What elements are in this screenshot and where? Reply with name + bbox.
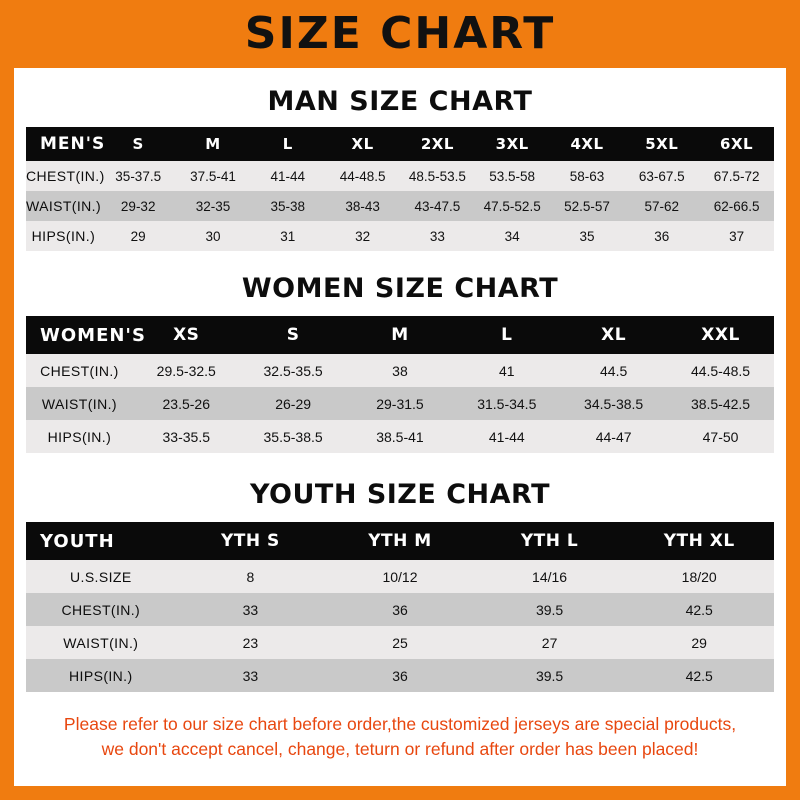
page-banner — [0, 0, 800, 68]
cell: 36 — [654, 228, 670, 244]
table-row — [26, 221, 774, 251]
row-label: WAIST(IN.) — [63, 634, 139, 651]
row-label: WAIST(IN.) — [41, 395, 117, 412]
cell: 44-47 — [595, 428, 632, 445]
cell: 27 — [541, 634, 558, 651]
column-header: YTH S — [220, 531, 280, 551]
cell: 23 — [242, 634, 259, 651]
cell: 38.5-41 — [376, 428, 424, 445]
table-row — [26, 560, 774, 593]
cell: 37 — [729, 228, 745, 244]
man-section-title: MAN SIZE CHART — [267, 86, 533, 117]
cell: 57-62 — [644, 198, 680, 214]
table-row — [26, 191, 774, 221]
table-row — [26, 354, 774, 387]
cell: 48.5-53.5 — [408, 168, 466, 184]
cell: 47-50 — [702, 428, 739, 445]
row-label: CHEST(IN.) — [26, 168, 105, 184]
row-label: HIPS(IN.) — [69, 667, 133, 684]
cell: 29.5-32.5 — [156, 362, 216, 379]
cell: 39.5 — [535, 667, 564, 684]
column-header: XL — [351, 135, 374, 153]
column-header: 4XL — [570, 135, 604, 153]
column-header: L — [501, 325, 513, 345]
cell: 35 — [579, 228, 595, 244]
column-header: L — [282, 135, 293, 153]
cell: 29 — [130, 228, 146, 244]
cell: 29-32 — [120, 198, 156, 214]
youth-section-title: YOUTH SIZE CHART — [249, 479, 551, 510]
row-label: U.S.SIZE — [70, 568, 132, 585]
cell: 34.5-38.5 — [584, 395, 644, 412]
cell: 67.5-72 — [713, 168, 760, 184]
column-header: S — [132, 135, 144, 153]
cell: 52.5-57 — [564, 198, 610, 214]
cell: 35.5-38.5 — [263, 428, 323, 445]
cell: 33 — [242, 667, 259, 684]
table-row — [26, 659, 774, 692]
cell: 33 — [242, 601, 259, 618]
row-label-header: WOMEN'S — [40, 324, 146, 346]
cell: 32-35 — [195, 198, 231, 214]
cell: 47.5-52.5 — [483, 198, 541, 214]
cell: 41 — [499, 362, 515, 379]
footer-note — [26, 712, 774, 763]
cell: 10/12 — [382, 568, 418, 585]
cell: 44.5-48.5 — [690, 362, 751, 379]
column-header: M — [205, 135, 221, 153]
row-label-header: MEN'S — [40, 134, 106, 154]
cell: 23.5-26 — [162, 395, 210, 412]
page-title: SIZE CHART — [244, 8, 556, 59]
cell: 8 — [246, 568, 255, 585]
table-row — [26, 593, 774, 626]
cell: 26-29 — [275, 395, 312, 412]
column-header: 2XL — [420, 135, 454, 153]
cell: 25 — [392, 634, 408, 651]
column-header: XXL — [701, 325, 740, 345]
cell: 33 — [429, 228, 445, 244]
youth-size-table — [26, 522, 774, 692]
column-header: XL — [601, 325, 627, 345]
table-header-row — [26, 127, 774, 161]
cell: 31.5-34.5 — [477, 395, 537, 412]
cell: 63-67.5 — [638, 168, 685, 184]
cell: 38 — [392, 362, 408, 379]
cell: 35-37.5 — [115, 168, 162, 184]
cell: 32 — [355, 228, 371, 244]
cell: 33-35.5 — [162, 428, 210, 445]
cell: 42.5 — [685, 667, 713, 684]
row-label: HIPS(IN.) — [47, 428, 112, 445]
cell: 31 — [280, 228, 296, 244]
table-row — [26, 161, 774, 191]
man-size-table — [26, 127, 774, 251]
column-header: YTH XL — [663, 531, 735, 551]
cell: 44.5 — [600, 362, 628, 379]
cell: 62-66.5 — [713, 198, 760, 214]
cell: 42.5 — [685, 601, 713, 618]
column-header: M — [391, 325, 409, 345]
table-row — [26, 626, 774, 659]
cell: 39.5 — [535, 601, 564, 618]
row-label: CHEST(IN.) — [40, 362, 119, 379]
chart-content — [14, 86, 786, 763]
row-label-header: YOUTH — [40, 530, 115, 552]
cell: 44-48.5 — [339, 168, 386, 184]
cell: 35-38 — [270, 198, 306, 214]
cell: 41-44 — [270, 168, 306, 184]
column-header: 6XL — [720, 135, 754, 153]
cell: 38-43 — [345, 198, 380, 214]
row-label: HIPS(IN.) — [31, 228, 96, 244]
cell: 43-47.5 — [414, 198, 461, 214]
cell: 34 — [504, 228, 520, 244]
row-label: WAIST(IN.) — [26, 198, 102, 214]
cell: 37.5-41 — [190, 168, 236, 184]
cell: 14/16 — [532, 568, 568, 585]
bottom-accent-bar — [0, 786, 800, 800]
table-header-row — [26, 316, 774, 354]
table-row — [26, 387, 774, 420]
cell: 30 — [205, 228, 221, 244]
women-section-title: WOMEN SIZE CHART — [241, 273, 559, 304]
cell: 29 — [691, 634, 707, 651]
women-size-table — [26, 316, 774, 453]
cell: 29-31.5 — [376, 395, 424, 412]
column-header: YTH M — [368, 531, 432, 551]
cell: 18/20 — [681, 568, 717, 585]
cell: 32.5-35.5 — [263, 362, 323, 379]
cell: 58-63 — [569, 168, 605, 184]
row-label: CHEST(IN.) — [61, 601, 141, 618]
column-header: XS — [173, 325, 200, 345]
column-header: 3XL — [495, 135, 529, 153]
table-header-row — [26, 522, 774, 560]
column-header: S — [286, 325, 300, 345]
cell: 41-44 — [488, 428, 525, 445]
cell: 36 — [392, 667, 408, 684]
footer-note-line-1: Please refer to our size chart before order,the customized jerseys are special products, — [63, 714, 737, 734]
cell: 38.5-42.5 — [690, 395, 751, 412]
footer-note-line-2: we don't accept cancel, change, teturn or refund after order has been placed! — [101, 739, 699, 760]
column-header: 5XL — [645, 135, 679, 153]
column-header: YTH L — [520, 531, 579, 551]
cell: 36 — [392, 601, 408, 618]
cell: 53.5-58 — [489, 168, 536, 184]
table-row — [26, 420, 774, 453]
